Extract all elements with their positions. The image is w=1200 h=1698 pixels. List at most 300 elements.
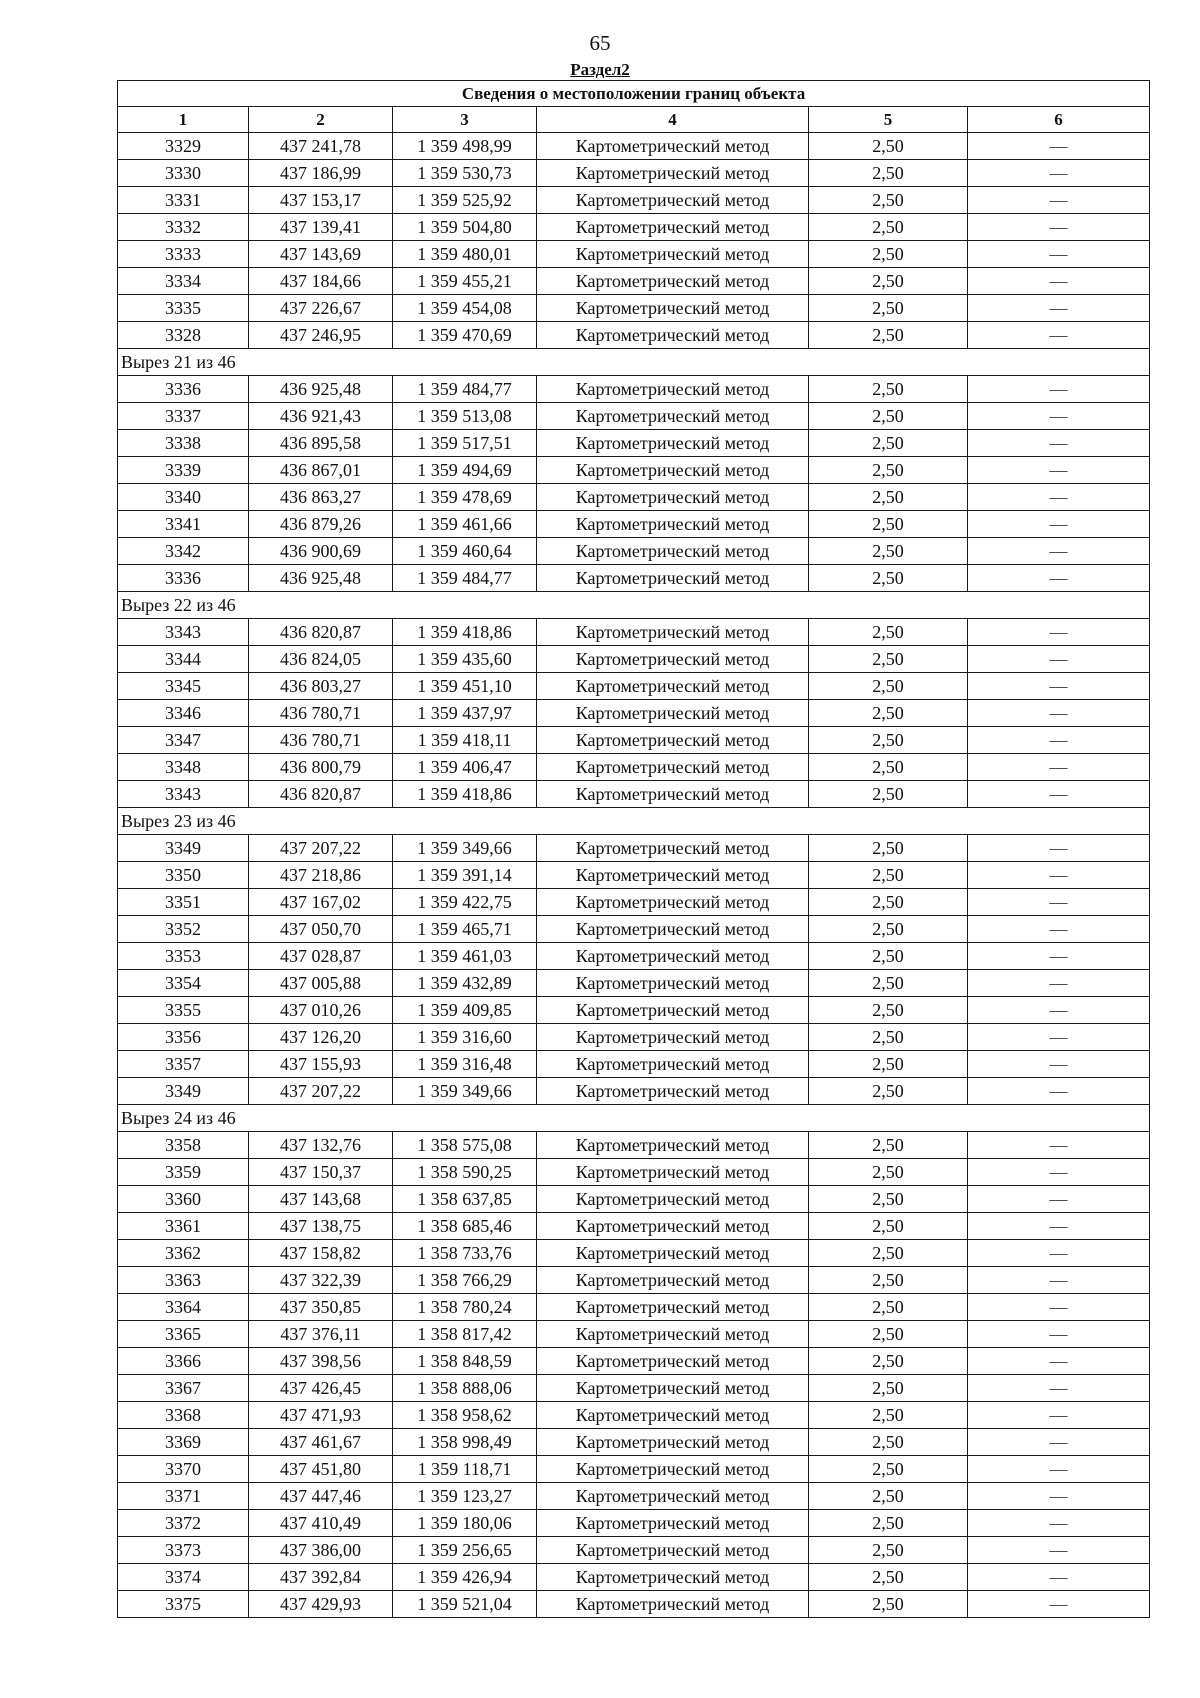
table-row xyxy=(118,538,1150,565)
description-cell: — xyxy=(968,1078,1150,1105)
column-header: 6 xyxy=(968,107,1150,133)
description-cell: — xyxy=(968,430,1150,457)
y-coordinate-cell: 1 359 451,10 xyxy=(393,673,537,700)
y-coordinate-cell: 1 358 998,49 xyxy=(393,1429,537,1456)
description-cell: — xyxy=(968,322,1150,349)
x-coordinate-cell: 437 447,46 xyxy=(249,1483,393,1510)
point-number-cell: 3331 xyxy=(118,187,249,214)
x-coordinate-cell: 436 800,79 xyxy=(249,754,393,781)
method-cell: Картометрический метод xyxy=(537,457,809,484)
accuracy-cell: 2,50 xyxy=(809,1024,968,1051)
table-row xyxy=(118,1186,1150,1213)
y-coordinate-cell: 1 359 432,89 xyxy=(393,970,537,997)
table-row xyxy=(118,322,1150,349)
point-number-cell: 3330 xyxy=(118,160,249,187)
column-header: 4 xyxy=(537,107,809,133)
description-cell: — xyxy=(968,727,1150,754)
y-coordinate-cell: 1 358 958,62 xyxy=(393,1402,537,1429)
point-number-cell: 3328 xyxy=(118,322,249,349)
table-row xyxy=(118,1078,1150,1105)
column-header-row xyxy=(118,107,1150,133)
description-cell: — xyxy=(968,997,1150,1024)
y-coordinate-cell: 1 359 517,51 xyxy=(393,430,537,457)
x-coordinate-cell: 437 155,93 xyxy=(249,1051,393,1078)
y-coordinate-cell: 1 359 409,85 xyxy=(393,997,537,1024)
point-number-cell: 3363 xyxy=(118,1267,249,1294)
y-coordinate-cell: 1 359 494,69 xyxy=(393,457,537,484)
description-cell: — xyxy=(968,754,1150,781)
x-coordinate-cell: 436 921,43 xyxy=(249,403,393,430)
accuracy-cell: 2,50 xyxy=(809,187,968,214)
accuracy-cell: 2,50 xyxy=(809,916,968,943)
description-cell: — xyxy=(968,457,1150,484)
table-row xyxy=(118,1483,1150,1510)
table-row xyxy=(118,727,1150,754)
x-coordinate-cell: 436 863,27 xyxy=(249,484,393,511)
description-cell: — xyxy=(968,1051,1150,1078)
description-cell: — xyxy=(968,1240,1150,1267)
y-coordinate-cell: 1 358 780,24 xyxy=(393,1294,537,1321)
description-cell: — xyxy=(968,484,1150,511)
method-cell: Картометрический метод xyxy=(537,1510,809,1537)
accuracy-cell: 2,50 xyxy=(809,1375,968,1402)
method-cell: Картометрический метод xyxy=(537,538,809,565)
x-coordinate-cell: 437 429,93 xyxy=(249,1591,393,1618)
point-number-cell: 3358 xyxy=(118,1132,249,1159)
accuracy-cell: 2,50 xyxy=(809,1294,968,1321)
y-coordinate-cell: 1 359 513,08 xyxy=(393,403,537,430)
x-coordinate-cell: 437 143,69 xyxy=(249,241,393,268)
method-cell: Картометрический метод xyxy=(537,241,809,268)
point-number-cell: 3336 xyxy=(118,565,249,592)
description-cell: — xyxy=(968,565,1150,592)
column-header: 5 xyxy=(809,107,968,133)
method-cell: Картометрический метод xyxy=(537,646,809,673)
point-number-cell: 3334 xyxy=(118,268,249,295)
table-row xyxy=(118,1375,1150,1402)
accuracy-cell: 2,50 xyxy=(809,1051,968,1078)
cutout-group-row xyxy=(118,592,1150,619)
method-cell: Картометрический метод xyxy=(537,916,809,943)
method-cell: Картометрический метод xyxy=(537,1456,809,1483)
y-coordinate-cell: 1 358 766,29 xyxy=(393,1267,537,1294)
description-cell: — xyxy=(968,1537,1150,1564)
accuracy-cell: 2,50 xyxy=(809,241,968,268)
point-number-cell: 3341 xyxy=(118,511,249,538)
accuracy-cell: 2,50 xyxy=(809,673,968,700)
table-row xyxy=(118,160,1150,187)
method-cell: Картометрический метод xyxy=(537,862,809,889)
table-row xyxy=(118,241,1150,268)
y-coordinate-cell: 1 359 316,60 xyxy=(393,1024,537,1051)
cutout-group-label: Вырез 23 из 46 xyxy=(118,808,1150,835)
description-cell: — xyxy=(968,619,1150,646)
table-row xyxy=(118,1429,1150,1456)
accuracy-cell: 2,50 xyxy=(809,1159,968,1186)
accuracy-cell: 2,50 xyxy=(809,565,968,592)
description-cell: — xyxy=(968,970,1150,997)
method-cell: Картометрический метод xyxy=(537,754,809,781)
y-coordinate-cell: 1 359 454,08 xyxy=(393,295,537,322)
y-coordinate-cell: 1 359 418,11 xyxy=(393,727,537,754)
accuracy-cell: 2,50 xyxy=(809,1537,968,1564)
point-number-cell: 3342 xyxy=(118,538,249,565)
accuracy-cell: 2,50 xyxy=(809,943,968,970)
method-cell: Картометрический метод xyxy=(537,1375,809,1402)
description-cell: — xyxy=(968,403,1150,430)
x-coordinate-cell: 437 153,17 xyxy=(249,187,393,214)
description-cell: — xyxy=(968,1591,1150,1618)
y-coordinate-cell: 1 359 349,66 xyxy=(393,835,537,862)
x-coordinate-cell: 436 925,48 xyxy=(249,376,393,403)
point-number-cell: 3360 xyxy=(118,1186,249,1213)
x-coordinate-cell: 437 050,70 xyxy=(249,916,393,943)
point-number-cell: 3332 xyxy=(118,214,249,241)
method-cell: Картометрический метод xyxy=(537,430,809,457)
description-cell: — xyxy=(968,1186,1150,1213)
x-coordinate-cell: 437 126,20 xyxy=(249,1024,393,1051)
point-number-cell: 3329 xyxy=(118,133,249,160)
description-cell: — xyxy=(968,1456,1150,1483)
x-coordinate-cell: 437 322,39 xyxy=(249,1267,393,1294)
table-row xyxy=(118,403,1150,430)
table-row xyxy=(118,133,1150,160)
table-caption: Сведения о местоположении границ объекта xyxy=(118,81,1150,107)
method-cell: Картометрический метод xyxy=(537,1294,809,1321)
point-number-cell: 3350 xyxy=(118,862,249,889)
y-coordinate-cell: 1 359 123,27 xyxy=(393,1483,537,1510)
table-row xyxy=(118,1294,1150,1321)
table-row xyxy=(118,457,1150,484)
table-row xyxy=(118,1402,1150,1429)
point-number-cell: 3356 xyxy=(118,1024,249,1051)
description-cell: — xyxy=(968,835,1150,862)
description-cell: — xyxy=(968,1321,1150,1348)
method-cell: Картометрический метод xyxy=(537,1402,809,1429)
method-cell: Картометрический метод xyxy=(537,1078,809,1105)
point-number-cell: 3337 xyxy=(118,403,249,430)
accuracy-cell: 2,50 xyxy=(809,1591,968,1618)
accuracy-cell: 2,50 xyxy=(809,997,968,1024)
y-coordinate-cell: 1 358 575,08 xyxy=(393,1132,537,1159)
accuracy-cell: 2,50 xyxy=(809,1186,968,1213)
x-coordinate-cell: 437 132,76 xyxy=(249,1132,393,1159)
method-cell: Картометрический метод xyxy=(537,322,809,349)
method-cell: Картометрический метод xyxy=(537,970,809,997)
accuracy-cell: 2,50 xyxy=(809,160,968,187)
y-coordinate-cell: 1 358 817,42 xyxy=(393,1321,537,1348)
point-number-cell: 3339 xyxy=(118,457,249,484)
y-coordinate-cell: 1 358 590,25 xyxy=(393,1159,537,1186)
x-coordinate-cell: 436 867,01 xyxy=(249,457,393,484)
table-row xyxy=(118,1024,1150,1051)
x-coordinate-cell: 437 426,45 xyxy=(249,1375,393,1402)
method-cell: Картометрический метод xyxy=(537,1051,809,1078)
cutout-group-label: Вырез 22 из 46 xyxy=(118,592,1150,619)
table-row xyxy=(118,754,1150,781)
page-number: 65 xyxy=(589,31,611,55)
accuracy-cell: 2,50 xyxy=(809,430,968,457)
x-coordinate-cell: 437 392,84 xyxy=(249,1564,393,1591)
table-row xyxy=(118,889,1150,916)
y-coordinate-cell: 1 359 256,65 xyxy=(393,1537,537,1564)
y-coordinate-cell: 1 359 504,80 xyxy=(393,214,537,241)
y-coordinate-cell: 1 359 426,94 xyxy=(393,1564,537,1591)
description-cell: — xyxy=(968,133,1150,160)
cutout-group-row xyxy=(118,1105,1150,1132)
point-number-cell: 3340 xyxy=(118,484,249,511)
x-coordinate-cell: 436 925,48 xyxy=(249,565,393,592)
table-row xyxy=(118,1159,1150,1186)
y-coordinate-cell: 1 359 480,01 xyxy=(393,241,537,268)
x-coordinate-cell: 437 246,95 xyxy=(249,322,393,349)
y-coordinate-cell: 1 359 530,73 xyxy=(393,160,537,187)
x-coordinate-cell: 437 186,99 xyxy=(249,160,393,187)
method-cell: Картометрический метод xyxy=(537,268,809,295)
point-number-cell: 3364 xyxy=(118,1294,249,1321)
accuracy-cell: 2,50 xyxy=(809,1456,968,1483)
table-row xyxy=(118,997,1150,1024)
method-cell: Картометрический метод xyxy=(537,1483,809,1510)
point-number-cell: 3365 xyxy=(118,1321,249,1348)
y-coordinate-cell: 1 358 637,85 xyxy=(393,1186,537,1213)
description-cell: — xyxy=(968,1429,1150,1456)
accuracy-cell: 2,50 xyxy=(809,403,968,430)
table-row xyxy=(118,700,1150,727)
point-number-cell: 3359 xyxy=(118,1159,249,1186)
method-cell: Картометрический метод xyxy=(537,1429,809,1456)
y-coordinate-cell: 1 358 848,59 xyxy=(393,1348,537,1375)
description-cell: — xyxy=(968,943,1150,970)
method-cell: Картометрический метод xyxy=(537,1213,809,1240)
accuracy-cell: 2,50 xyxy=(809,511,968,538)
table-row xyxy=(118,295,1150,322)
method-cell: Картометрический метод xyxy=(537,997,809,1024)
point-number-cell: 3349 xyxy=(118,1078,249,1105)
description-cell: — xyxy=(968,538,1150,565)
description-cell: — xyxy=(968,1483,1150,1510)
description-cell: — xyxy=(968,916,1150,943)
description-cell: — xyxy=(968,1024,1150,1051)
method-cell: Картометрический метод xyxy=(537,619,809,646)
table-row xyxy=(118,646,1150,673)
accuracy-cell: 2,50 xyxy=(809,970,968,997)
point-number-cell: 3335 xyxy=(118,295,249,322)
description-cell: — xyxy=(968,700,1150,727)
x-coordinate-cell: 437 410,49 xyxy=(249,1510,393,1537)
method-cell: Картометрический метод xyxy=(537,295,809,322)
y-coordinate-cell: 1 359 437,97 xyxy=(393,700,537,727)
x-coordinate-cell: 437 143,68 xyxy=(249,1186,393,1213)
x-coordinate-cell: 437 386,00 xyxy=(249,1537,393,1564)
x-coordinate-cell: 437 226,67 xyxy=(249,295,393,322)
y-coordinate-cell: 1 359 521,04 xyxy=(393,1591,537,1618)
description-cell: — xyxy=(968,646,1150,673)
x-coordinate-cell: 437 218,86 xyxy=(249,862,393,889)
x-coordinate-cell: 437 207,22 xyxy=(249,835,393,862)
description-cell: — xyxy=(968,1510,1150,1537)
accuracy-cell: 2,50 xyxy=(809,322,968,349)
y-coordinate-cell: 1 359 460,64 xyxy=(393,538,537,565)
method-cell: Картометрический метод xyxy=(537,1159,809,1186)
accuracy-cell: 2,50 xyxy=(809,457,968,484)
point-number-cell: 3336 xyxy=(118,376,249,403)
accuracy-cell: 2,50 xyxy=(809,1267,968,1294)
table-row xyxy=(118,1240,1150,1267)
x-coordinate-cell: 437 451,80 xyxy=(249,1456,393,1483)
boundary-table xyxy=(117,80,1150,1618)
point-number-cell: 3370 xyxy=(118,1456,249,1483)
method-cell: Картометрический метод xyxy=(537,511,809,538)
accuracy-cell: 2,50 xyxy=(809,727,968,754)
point-number-cell: 3366 xyxy=(118,1348,249,1375)
table-row xyxy=(118,1591,1150,1618)
method-cell: Картометрический метод xyxy=(537,781,809,808)
x-coordinate-cell: 437 241,78 xyxy=(249,133,393,160)
method-cell: Картометрический метод xyxy=(537,835,809,862)
point-number-cell: 3369 xyxy=(118,1429,249,1456)
column-header: 1 xyxy=(118,107,249,133)
method-cell: Картометрический метод xyxy=(537,1591,809,1618)
section-title: Раздел2 xyxy=(570,60,630,79)
accuracy-cell: 2,50 xyxy=(809,1564,968,1591)
y-coordinate-cell: 1 359 478,69 xyxy=(393,484,537,511)
y-coordinate-cell: 1 359 435,60 xyxy=(393,646,537,673)
x-coordinate-cell: 437 398,56 xyxy=(249,1348,393,1375)
x-coordinate-cell: 437 150,37 xyxy=(249,1159,393,1186)
y-coordinate-cell: 1 359 118,71 xyxy=(393,1456,537,1483)
y-coordinate-cell: 1 359 498,99 xyxy=(393,133,537,160)
point-number-cell: 3373 xyxy=(118,1537,249,1564)
table-row xyxy=(118,970,1150,997)
cutout-group-row xyxy=(118,349,1150,376)
method-cell: Картометрический метод xyxy=(537,1321,809,1348)
description-cell: — xyxy=(968,214,1150,241)
x-coordinate-cell: 437 028,87 xyxy=(249,943,393,970)
x-coordinate-cell: 437 167,02 xyxy=(249,889,393,916)
method-cell: Картометрический метод xyxy=(537,1240,809,1267)
description-cell: — xyxy=(968,268,1150,295)
point-number-cell: 3368 xyxy=(118,1402,249,1429)
method-cell: Картометрический метод xyxy=(537,700,809,727)
point-number-cell: 3374 xyxy=(118,1564,249,1591)
description-cell: — xyxy=(968,1132,1150,1159)
accuracy-cell: 2,50 xyxy=(809,538,968,565)
accuracy-cell: 2,50 xyxy=(809,862,968,889)
accuracy-cell: 2,50 xyxy=(809,1348,968,1375)
table-row xyxy=(118,916,1150,943)
table-row xyxy=(118,268,1150,295)
table-row xyxy=(118,943,1150,970)
point-number-cell: 3353 xyxy=(118,943,249,970)
y-coordinate-cell: 1 358 888,06 xyxy=(393,1375,537,1402)
point-number-cell: 3371 xyxy=(118,1483,249,1510)
x-coordinate-cell: 437 461,67 xyxy=(249,1429,393,1456)
description-cell: — xyxy=(968,1348,1150,1375)
description-cell: — xyxy=(968,241,1150,268)
method-cell: Картометрический метод xyxy=(537,187,809,214)
table-row xyxy=(118,214,1150,241)
accuracy-cell: 2,50 xyxy=(809,1321,968,1348)
accuracy-cell: 2,50 xyxy=(809,781,968,808)
x-coordinate-cell: 437 350,85 xyxy=(249,1294,393,1321)
x-coordinate-cell: 437 005,88 xyxy=(249,970,393,997)
accuracy-cell: 2,50 xyxy=(809,1483,968,1510)
description-cell: — xyxy=(968,781,1150,808)
description-cell: — xyxy=(968,1213,1150,1240)
point-number-cell: 3348 xyxy=(118,754,249,781)
accuracy-cell: 2,50 xyxy=(809,376,968,403)
table-row xyxy=(118,376,1150,403)
description-cell: — xyxy=(968,1402,1150,1429)
accuracy-cell: 2,50 xyxy=(809,268,968,295)
cutout-group-row xyxy=(118,808,1150,835)
accuracy-cell: 2,50 xyxy=(809,214,968,241)
point-number-cell: 3357 xyxy=(118,1051,249,1078)
accuracy-cell: 2,50 xyxy=(809,1429,968,1456)
table-row xyxy=(118,187,1150,214)
y-coordinate-cell: 1 359 418,86 xyxy=(393,619,537,646)
point-number-cell: 3372 xyxy=(118,1510,249,1537)
point-number-cell: 3346 xyxy=(118,700,249,727)
accuracy-cell: 2,50 xyxy=(809,619,968,646)
method-cell: Картометрический метод xyxy=(537,1537,809,1564)
method-cell: Картометрический метод xyxy=(537,727,809,754)
x-coordinate-cell: 437 184,66 xyxy=(249,268,393,295)
table-body xyxy=(118,81,1150,1618)
table-row xyxy=(118,1321,1150,1348)
column-header: 3 xyxy=(393,107,537,133)
description-cell: — xyxy=(968,376,1150,403)
description-cell: — xyxy=(968,1564,1150,1591)
method-cell: Картометрический метод xyxy=(537,160,809,187)
x-coordinate-cell: 436 780,71 xyxy=(249,727,393,754)
description-cell: — xyxy=(968,862,1150,889)
point-number-cell: 3344 xyxy=(118,646,249,673)
x-coordinate-cell: 436 824,05 xyxy=(249,646,393,673)
y-coordinate-cell: 1 359 455,21 xyxy=(393,268,537,295)
description-cell: — xyxy=(968,1294,1150,1321)
description-cell: — xyxy=(968,160,1150,187)
method-cell: Картометрический метод xyxy=(537,403,809,430)
point-number-cell: 3355 xyxy=(118,997,249,1024)
point-number-cell: 3352 xyxy=(118,916,249,943)
table-row xyxy=(118,781,1150,808)
description-cell: — xyxy=(968,673,1150,700)
y-coordinate-cell: 1 359 484,77 xyxy=(393,565,537,592)
accuracy-cell: 2,50 xyxy=(809,484,968,511)
point-number-cell: 3361 xyxy=(118,1213,249,1240)
x-coordinate-cell: 437 158,82 xyxy=(249,1240,393,1267)
table-row xyxy=(118,1132,1150,1159)
y-coordinate-cell: 1 359 461,66 xyxy=(393,511,537,538)
table-row xyxy=(118,1456,1150,1483)
x-coordinate-cell: 436 900,69 xyxy=(249,538,393,565)
accuracy-cell: 2,50 xyxy=(809,1132,968,1159)
y-coordinate-cell: 1 359 180,06 xyxy=(393,1510,537,1537)
description-cell: — xyxy=(968,889,1150,916)
method-cell: Картометрический метод xyxy=(537,484,809,511)
description-cell: — xyxy=(968,1375,1150,1402)
accuracy-cell: 2,50 xyxy=(809,1510,968,1537)
y-coordinate-cell: 1 358 685,46 xyxy=(393,1213,537,1240)
method-cell: Картометрический метод xyxy=(537,214,809,241)
x-coordinate-cell: 436 780,71 xyxy=(249,700,393,727)
y-coordinate-cell: 1 359 525,92 xyxy=(393,187,537,214)
accuracy-cell: 2,50 xyxy=(809,700,968,727)
accuracy-cell: 2,50 xyxy=(809,1213,968,1240)
point-number-cell: 3333 xyxy=(118,241,249,268)
